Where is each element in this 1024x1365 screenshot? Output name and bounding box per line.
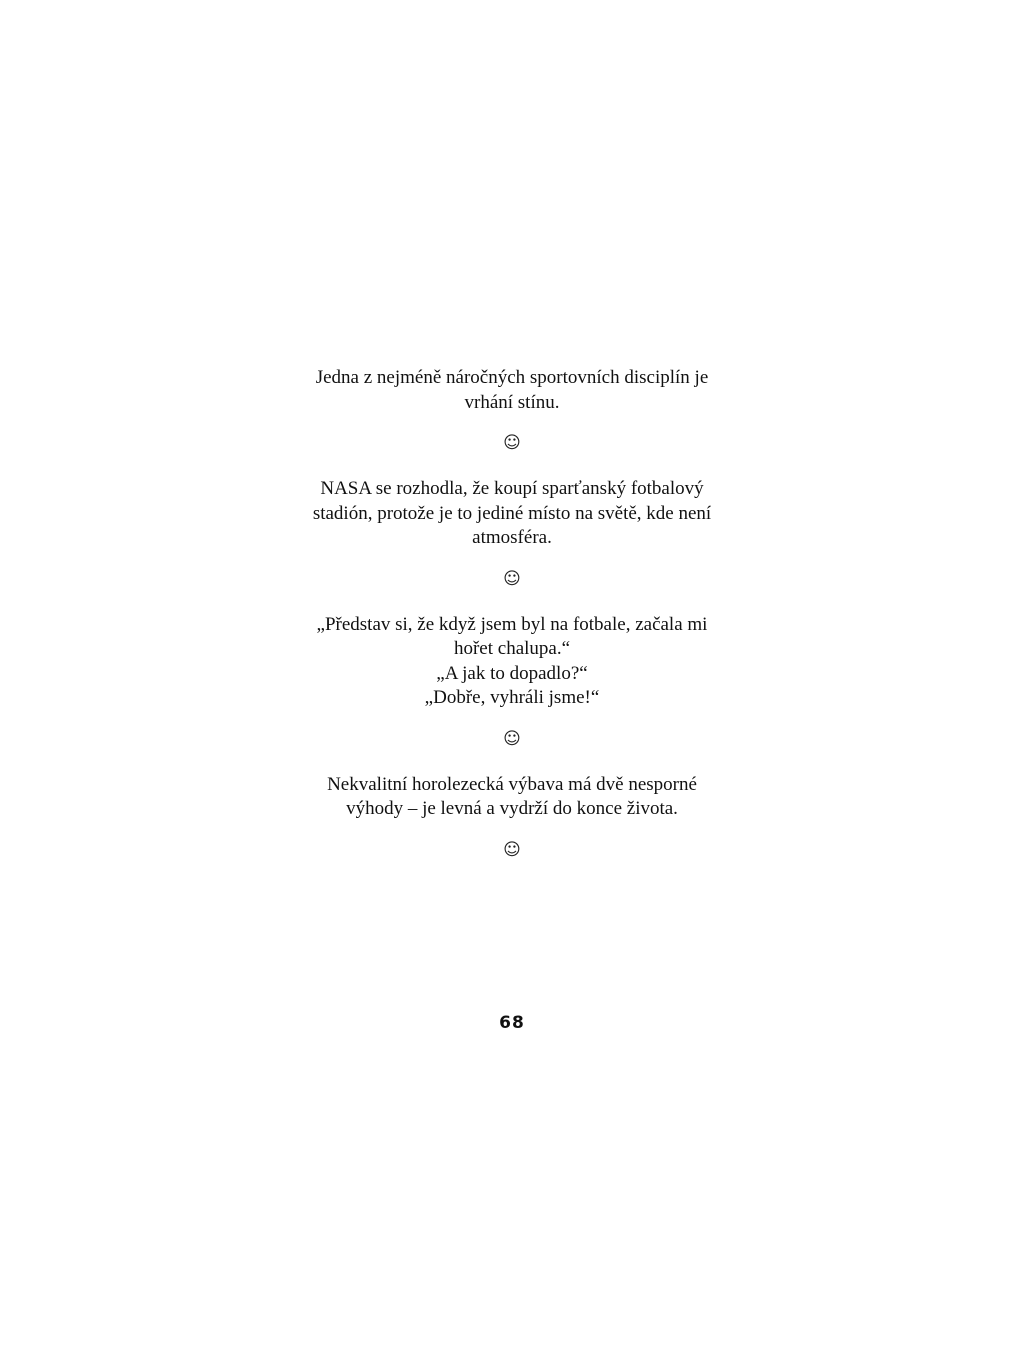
joke-line: Jedna z nejméně náročných sportovních disciplín je xyxy=(315,367,709,388)
joke-line: výhody – je levná a vydrží do konce života. xyxy=(346,798,678,819)
jokes-list xyxy=(262,366,762,884)
joke-line: stadión, protože je to jediné místo na světě, kde není xyxy=(312,502,712,524)
joke-line: „A jak to dopadlo?“ xyxy=(436,662,588,684)
joke-3 xyxy=(262,613,762,711)
joke-2 xyxy=(262,477,762,551)
joke-line: hořet chalupa.“ xyxy=(453,638,571,659)
joke-line: Nekvalitní horolezecká výbava má dvě nesporné xyxy=(327,773,697,795)
joke-line: vrhání stínu. xyxy=(464,391,560,413)
page-number: 68 xyxy=(499,1013,525,1033)
joke-line: NASA se rozhodla, že koupí sparťanský fotbalový xyxy=(320,478,704,499)
smiley-icon: ☺ xyxy=(503,839,521,860)
joke-4 xyxy=(262,773,762,822)
smiley-icon: ☺ xyxy=(503,728,521,749)
joke-1 xyxy=(262,366,762,415)
joke-line: „Dobře, vyhráli jsme!“ xyxy=(424,687,600,708)
smiley-icon: ☺ xyxy=(503,433,521,453)
smiley-icon: ☺ xyxy=(503,568,521,589)
joke-line: „Představ si, že když jsem byl na fotbale, začala mi xyxy=(316,613,708,635)
joke-line: atmosféra. xyxy=(472,527,552,548)
